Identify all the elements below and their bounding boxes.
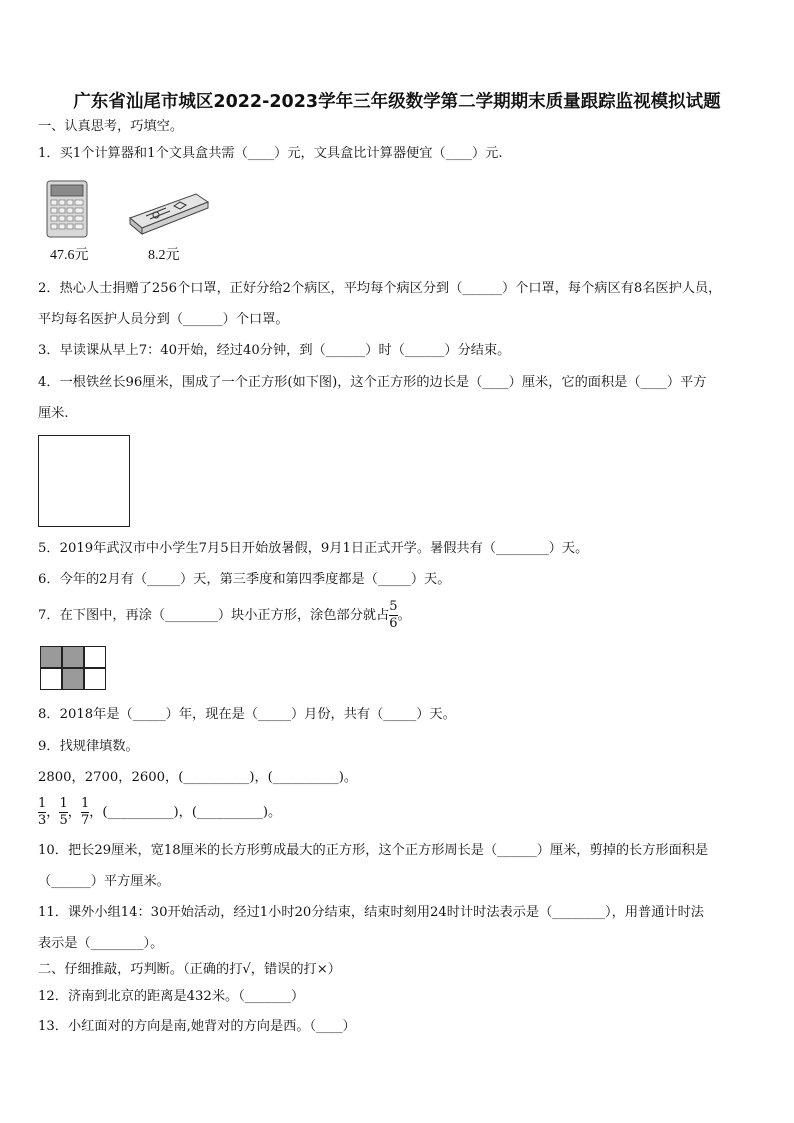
page-title: 广东省汕尾市城区2022-2023学年三年级数学第二学期期末质量跟踪监视模拟试题 [73,92,721,112]
fraction-one-fifth: $\frac{1}{5}$ [59,796,68,828]
section-1-heading: 一、认真思考，巧填空。 [38,119,184,134]
grid-cell [84,668,106,690]
fraction-one-third: $\frac{1}{3}$ [38,796,47,828]
fraction-five-sixths: $\frac{5}{6}$ [389,599,398,631]
question-10-line-1: 10．把长29厘米，宽18厘米的长方形剪成最大的正方形，这个正方形周长是（______）厘米，剪掉的长方形面积是 [38,843,709,858]
grid-cell [62,668,84,690]
question-10-line-2: （______）平方厘米。 [38,874,170,889]
question-2-line-2: 平均每名医护人员分到（______）个口罩。 [38,312,289,327]
question-3: 3．早读课从早上7：40开始，经过40分钟，到（______）时（______）分结束。 [38,343,511,358]
question-11-line-2: 表示是（________）。 [38,936,164,951]
question-9: 9．找规律填数。 [38,739,139,754]
grid-cell [40,668,62,690]
calculator-image [46,180,88,238]
square-figure [38,435,130,527]
question-7-text: 7．在下图中，再涂（________）块小正方形，涂色部分就占 [38,608,390,623]
question-9-sequence-2: $\frac{1}{3}$ ， $\frac{1}{5}$ ， $\frac{1}{7}$ ，(__________)，(__________)。 [38,796,282,828]
question-7 [38,599,411,633]
question-9-sequence-1: 2800，2700，2600，(__________)，(__________)。 [38,770,358,785]
question-5: 5．2019年武汉市中小学生7月5日开始放暑假，9月1日正式开学。暑假共有（________）天。 [38,541,589,556]
grid-cell [62,646,84,668]
section-2-heading: 二、仔细推敲，巧判断。（正确的打√，错误的打×） [38,962,341,977]
question-12: 12．济南到北京的距离是432米。（_______） [38,989,305,1004]
question-13: 13．小红面对的方向是南,她背对的方向是西。（____） [38,1019,356,1034]
question-4-line-1: 4．一根铁丝长96厘米，围成了一个正方形(如下图)，这个正方形的边长是（____）厘米，它的面积是（____）平方 [38,375,707,390]
question-7-end: 。 [397,608,411,623]
question-1: 1．买1个计算器和1个文具盒共需（____）元，文具盒比计算器便宜（____）元. [38,146,503,161]
question-4-line-2: 厘米. [38,406,69,421]
shading-grid [40,646,106,690]
fraction-one-seventh: $\frac{1}{7}$ [80,796,90,828]
grid-cell [84,646,106,668]
question-6: 6．今年的2月有（_____）天，第三季度和第四季度都是（_____）天。 [38,572,451,587]
calculator-price: 47.6元 [50,248,89,263]
question-8: 8．2018年是（_____）年，现在是（_____）月份，共有（_____）天。 [38,707,456,722]
question-11-line-1: 11．课外小组14：30开始活动，经过1小时20分结束，结束时刻用24时计时法表示是（________），用普通计时法 [38,905,704,920]
question-9-sequence-2-tail: ，(__________)，(__________)。 [89,805,282,820]
pencil-case-price: 8.2元 [148,248,180,263]
grid-cell [40,646,62,668]
pencil-case-image [126,188,210,238]
question-2-line-1: 2．热心人士捐赠了256个口罩，正好分给2个病区，平均每个病区分到（______）个口罩，每个病区有8名医护人员， [38,281,722,296]
